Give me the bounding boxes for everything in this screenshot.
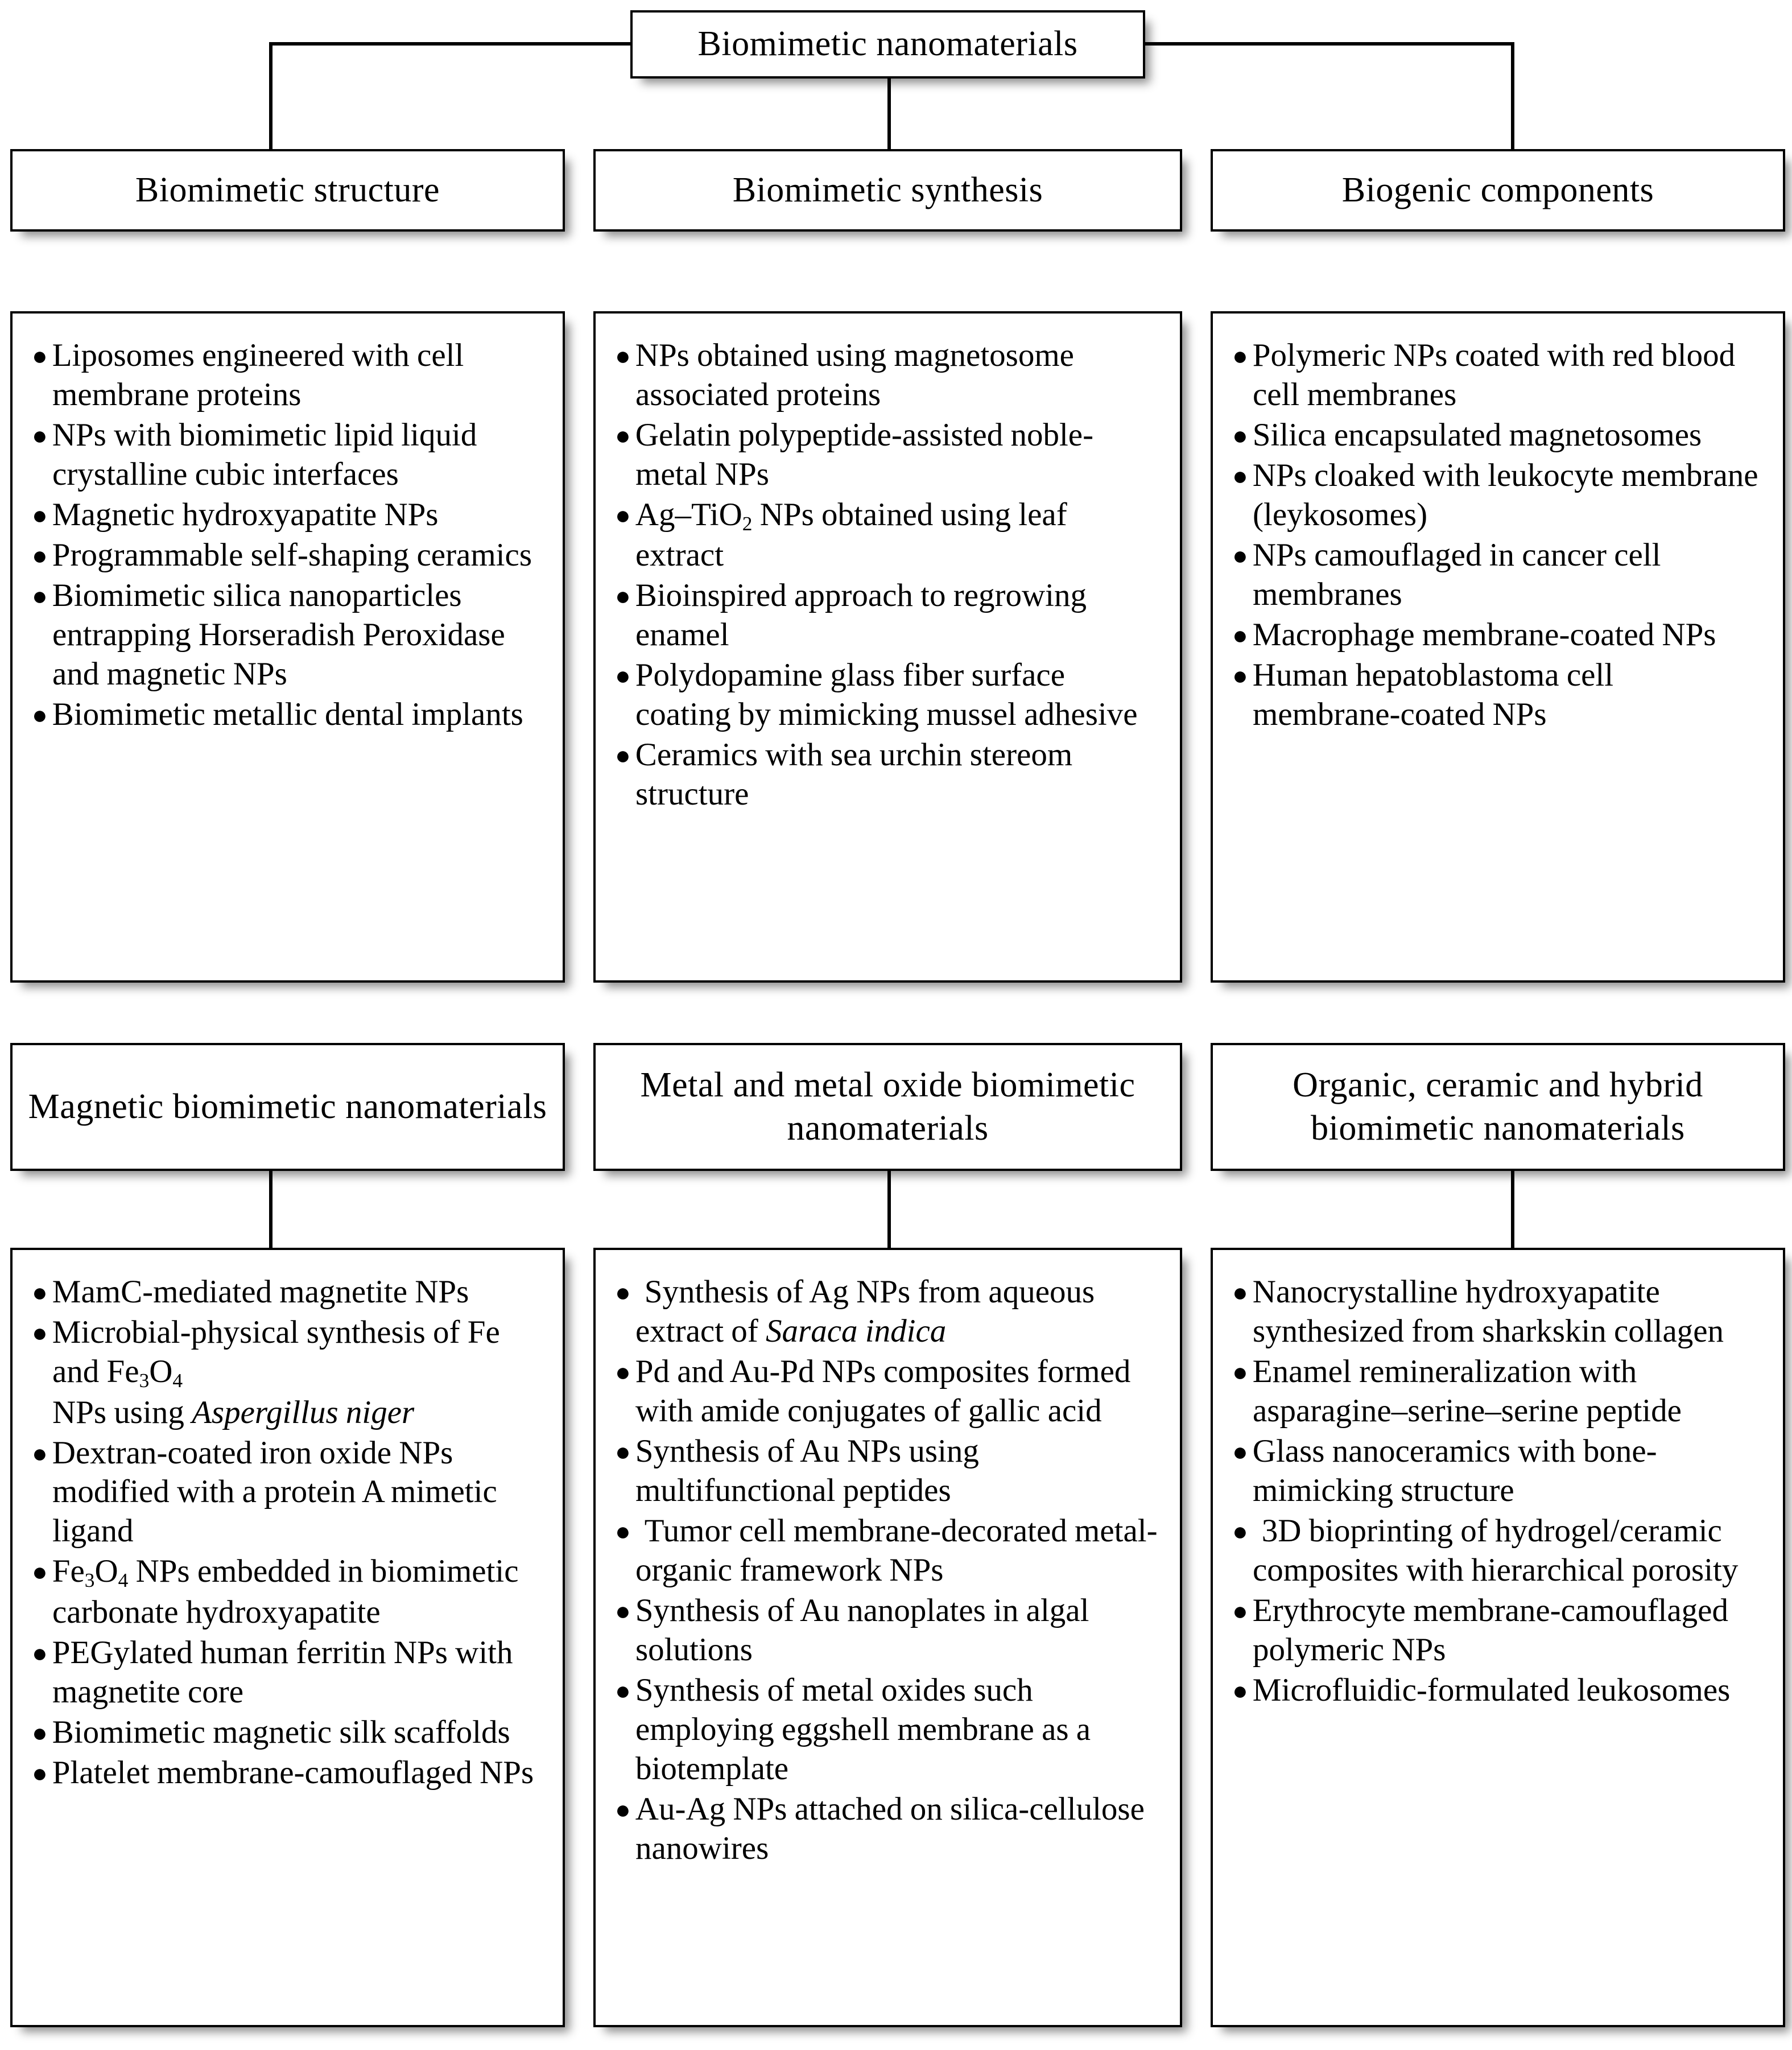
list-item: ● Polydopamine glass fiber surface coating by mimicking mussel adhesive [615,657,1138,733]
bullet-icon: ● [615,1516,631,1546]
list-item: ● Ceramics with sea urchin stereom structure [615,737,1073,812]
bullet-icon: ● [615,1437,631,1466]
list-item: ● NPs cloaked with leukocyte membrane (leykosomes) [1232,457,1758,533]
list-col4 [32,1273,543,1793]
bullet-icon: ● [615,1596,631,1626]
bullet-icon: ● [32,581,48,611]
header-label-col5: Metal and metal oxide biomimetic nanomaterials [640,1065,1136,1148]
list-item [32,1552,543,1632]
bullet-icon: ● [32,420,48,450]
connector-root-left-horizontal [269,42,630,46]
bullet-icon: ● [615,1278,631,1307]
list-item [615,1273,1161,1351]
header-biogenic-components[interactable] [1211,149,1785,232]
list-item: ● Programmable self-shaping ceramics [32,537,532,573]
bullet-icon: ● [1232,541,1248,570]
list-item: ● Biomimetic magnetic silk scaffolds [32,1714,510,1750]
connector-col5-head-to-list [887,1169,891,1255]
connector-root-right-horizontal [1145,42,1514,46]
list-item: ● NPs with biomimetic lipid liquid crystalline cubic interfaces [32,416,477,492]
item-ag-nps-saraca: Synthesis of Ag NPs from aqueous extract of Saraca indica [635,1274,1095,1349]
list-box-magnetic-biomimetic-nanomaterials [10,1248,565,2027]
bullet-icon: ● [32,341,48,370]
list-item: ● NPs camouflaged in cancer cell membranes [1232,537,1661,612]
list-col3 [1232,336,1764,735]
bullet-icon: ● [32,1758,48,1788]
bullet-icon: ● [615,1357,631,1387]
list-item: ● Au-Ag NPs attached on silica-cellulose nanowires [615,1791,1145,1866]
bullet-icon: ● [32,1718,48,1747]
list-item: ● Dextran-coated iron oxide NPs modified with a protein A mimetic ligand [32,1434,497,1549]
bullet-icon: ● [615,341,631,370]
list-col1 [32,336,543,735]
bullet-icon: ● [615,581,631,611]
list-col6 [1232,1273,1764,1710]
list-box-organic-ceramic-and-hybrid-biomimetic-nanomaterials [1211,1248,1785,2027]
bullet-icon: ● [32,1438,48,1468]
bullet-icon: ● [1232,1676,1248,1705]
list-item: ● Human hepatoblastoma cell membrane-coated NPs [1232,657,1614,732]
bullet-icon: ● [615,741,631,770]
header-label-col3: Biogenic components [1341,170,1654,209]
list-item: ● Polymeric NPs coated with red blood cell membranes [1232,337,1736,413]
bullet-icon: ● [32,1278,48,1307]
list-item: ● PEGylated human ferritin NPs with magnetite core [32,1634,513,1710]
list-item: ● Nanocrystalline hydroxyapatite synthesized from sharkskin collagen [1232,1274,1724,1349]
list-item: ● Liposomes engineered with cell membrane proteins [32,337,464,413]
bullet-icon: ● [1232,461,1248,490]
list-item: ● Glass nanoceramics with bone-mimicking structure [1232,1433,1657,1508]
bullet-icon: ● [1232,620,1248,650]
list-item [32,1313,543,1433]
header-biomimetic-synthesis[interactable] [593,149,1182,232]
bullet-icon: ● [32,1557,48,1587]
list-item: ● Platelet membrane-camouflaged NPs [32,1754,534,1791]
list-item: ● Silica encapsulated magnetosomes [1232,416,1702,453]
bullet-icon: ● [32,700,48,729]
bullet-icon: ● [1232,341,1248,370]
bullet-icon: ● [615,500,631,530]
bullet-icon: ● [1232,1596,1248,1626]
list-item: ● Bioinspired approach to regrowing enamel [615,578,1087,653]
list-item: ● Erythrocyte membrane-camouflaged polymeric NPs [1232,1592,1728,1668]
bullet-icon: ● [615,661,631,691]
header-label-col6: Organic, ceramic and hybrid biomimetic nanomaterials [1293,1065,1703,1148]
bullet-icon: ● [1232,1437,1248,1466]
list-item: ● Synthesis of Au NPs using multifunctional peptides [615,1433,979,1508]
item-microbial-physical: Microbial-physical synthesis of Fe and $Fe_3O_4$ NPs using Aspergillus niger [52,1314,500,1430]
bullet-icon: ● [1232,420,1248,450]
list-col5 [615,1273,1161,1868]
bullet-icon: ● [615,420,631,450]
root-node-biomimetic-nanomaterials[interactable] [630,10,1145,79]
connector-col4-head-to-list [269,1169,272,1255]
bullet-icon: ● [32,1318,48,1347]
list-box-biomimetic-structure [10,311,565,983]
list-item: ● Synthesis of Au nanoplates in algal solutions [615,1592,1089,1668]
header-label-col1: Biomimetic structure [135,170,440,209]
list-box-biogenic-components [1211,311,1785,983]
bullet-icon: ● [32,541,48,570]
list-item: ● 3D bioprinting of hydrogel/ceramic composites with hierarchical porosity [1232,1512,1739,1588]
root-node-label: Biomimetic nanomaterials [697,24,1078,64]
header-label-col2: Biomimetic synthesis [732,170,1043,209]
list-item: ● Biomimetic silica nanoparticles entrapping Horseradish Peroxidase and magnetic NPs [32,577,505,692]
list-item: ● NPs obtained using magnetosome associated proteins [615,337,1074,413]
item-fe3o4-embedded: $Fe_3O_4$ NPs embedded in biomimetic carbonate hydroxyapatite [52,1553,519,1630]
header-magnetic-biomimetic-nanomaterials[interactable] [10,1043,565,1171]
bullet-icon: ● [1232,1278,1248,1307]
list-item: ● Enamel remineralization with asparagine–serine–serine peptide [1232,1353,1682,1429]
bullet-icon: ● [615,1676,631,1705]
list-item: ● Magnetic hydroxyapatite NPs [32,496,439,533]
bullet-icon: ● [1232,1516,1248,1546]
bullet-icon: ● [1232,1357,1248,1387]
item-ag-tio2: Ag–TiO$_2$ NPs obtained using leaf extract [635,496,1067,574]
bullet-icon: ● [1232,661,1248,690]
list-item: ● Synthesis of metal oxides such employing eggshell membrane as a biotemplate [615,1672,1091,1787]
list-item: ● Microfluidic-formulated leukosomes [1232,1672,1731,1708]
bullet-icon: ● [32,500,48,530]
list-item: ● Pd and Au-Pd NPs composites formed with amide conjugates of gallic acid [615,1353,1131,1429]
list-item [615,496,1161,576]
bullet-icon: ● [615,1795,631,1824]
header-metal-and-metal-oxide-biomimetic-nanomaterials[interactable] [593,1043,1182,1171]
list-item: ● Tumor cell membrane-decorated metal-organic framework NPs [615,1512,1158,1588]
header-biomimetic-structure[interactable] [10,149,565,232]
header-organic-ceramic-and-hybrid-biomimetic-nanomaterials[interactable] [1211,1043,1785,1171]
list-box-metal-and-metal-oxide-biomimetic-nanomaterials [593,1248,1182,2027]
connector-col6-head-to-list [1511,1169,1514,1255]
list-item: ● Macrophage membrane-coated NPs [1232,616,1716,653]
bullet-icon: ● [32,1638,48,1668]
list-item: ● Gelatin polypeptide-assisted noble-metal NPs [615,416,1094,492]
header-label-col4: Magnetic biomimetic nanomaterials [28,1087,547,1126]
list-item: ● Biomimetic metallic dental implants [32,696,523,732]
list-item: ● MamC-mediated magnetite NPs [32,1274,469,1310]
list-box-biomimetic-synthesis [593,311,1182,983]
list-col2 [615,336,1161,814]
